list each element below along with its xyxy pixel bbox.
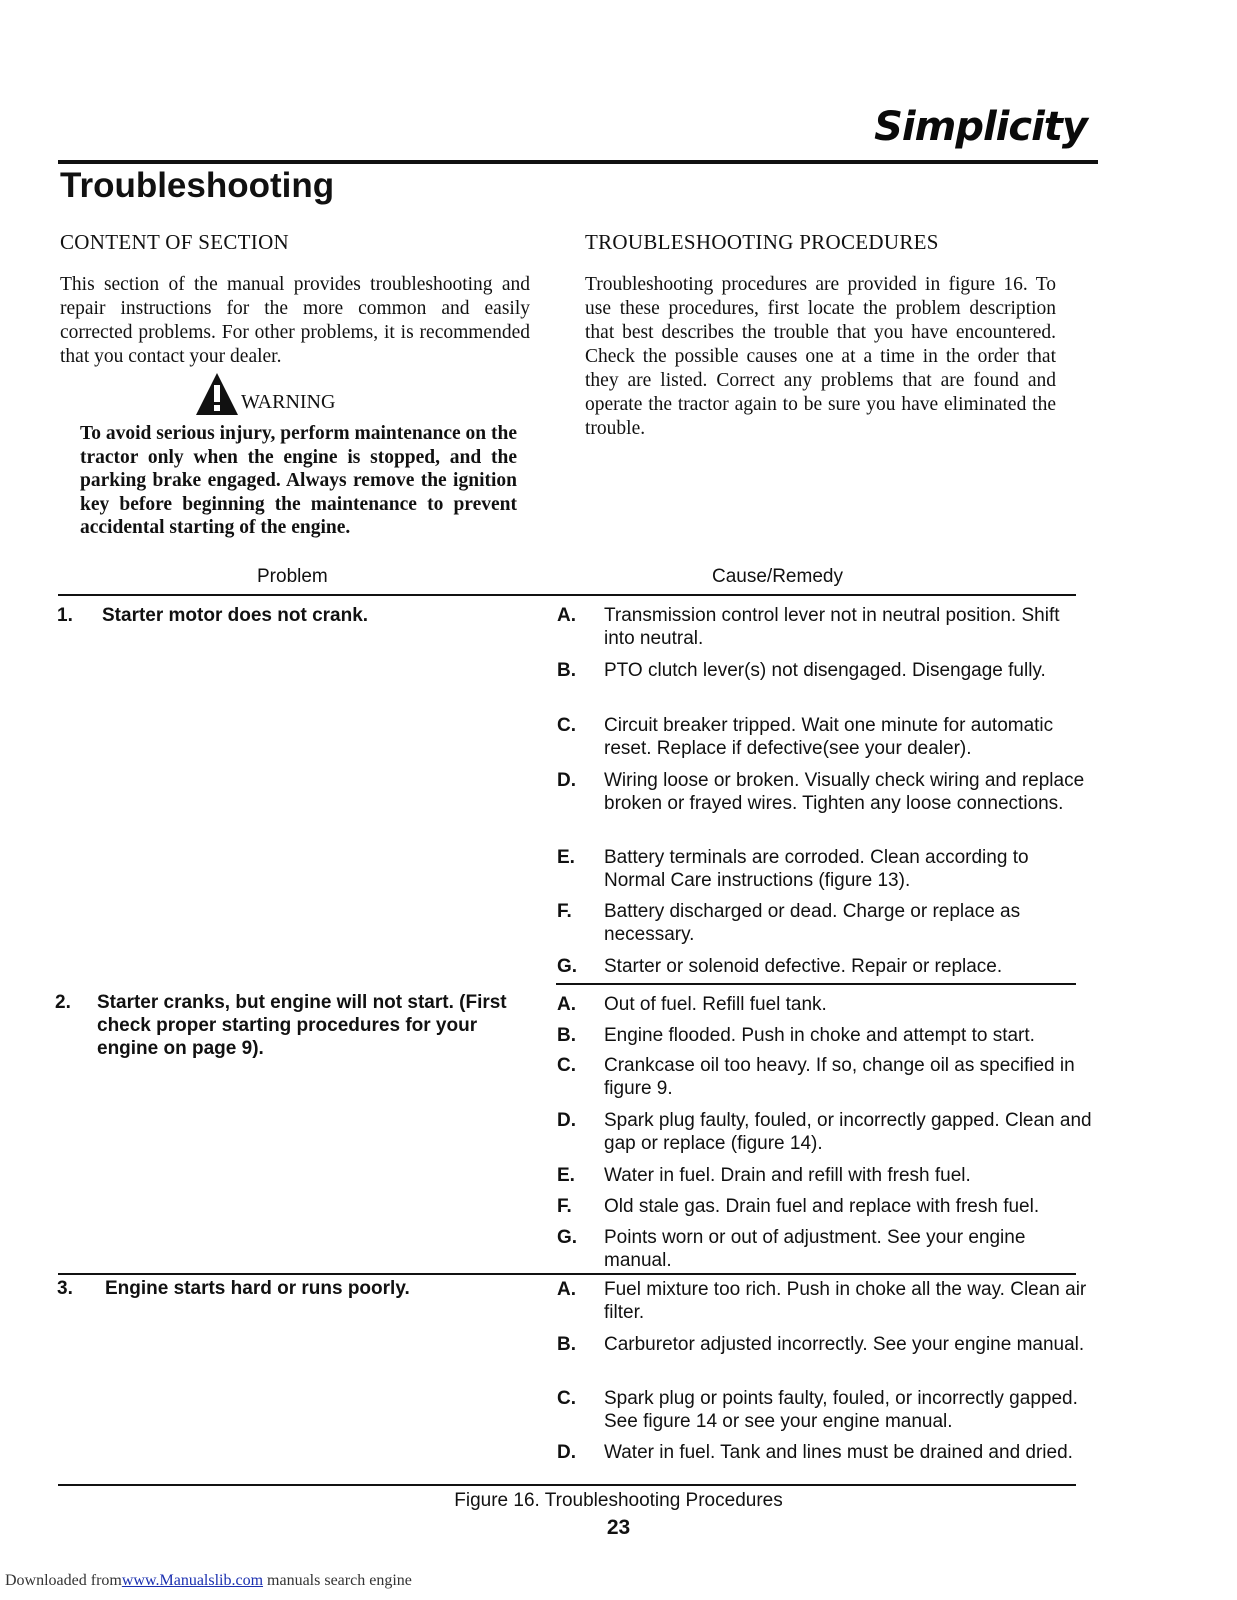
- procedures-body: Troubleshooting procedures are provided in figure 16. To use these procedures, first locate the problem description that best describes the trouble that you have encountered. Check the possible causes one at a time in the order that they are listed. Correct any problems that are found and operate the tractor again to be sure you have eliminated the trouble.: [585, 274, 1056, 439]
- cause-letter: F.: [557, 1196, 572, 1217]
- column-header-cause: Cause/Remedy: [712, 566, 843, 587]
- warning-triangle-icon: [195, 372, 239, 416]
- warning-header: [195, 372, 517, 416]
- problem-number: 3.: [57, 1278, 73, 1299]
- cause-letter: B.: [557, 1025, 576, 1046]
- footer-prefix: Downloaded from: [5, 1572, 122, 1589]
- row-divider: [58, 1273, 1076, 1275]
- cause-text: Wiring loose or broken. Visually check wiring and replace broken or frayed wires. Tighten any loose connections.: [604, 770, 1085, 814]
- cause-letter: E.: [557, 847, 575, 868]
- page-number: 23: [606, 1516, 631, 1539]
- content-section: [60, 230, 530, 369]
- problem-number: 2.: [55, 992, 71, 1013]
- cause-letter: C.: [557, 715, 576, 736]
- cause-text: Out of fuel. Refill fuel tank.: [604, 994, 827, 1015]
- row-divider: [556, 983, 1076, 985]
- cause-text: Battery terminals are corroded. Clean according to Normal Care instructions (figure 13).: [604, 847, 1029, 891]
- procedures-section: [585, 230, 1056, 441]
- cause-letter: A.: [557, 994, 576, 1015]
- cause-letter: D.: [557, 770, 576, 791]
- cause-text: Engine flooded. Push in choke and attempt to start.: [604, 1025, 1035, 1046]
- cause-text: Old stale gas. Drain fuel and replace with fresh fuel.: [604, 1196, 1040, 1217]
- column-header-problem: Problem: [257, 566, 328, 587]
- cause-letter: G.: [557, 1227, 578, 1248]
- cause-letter: D.: [557, 1110, 576, 1131]
- footer-suffix: manuals search engine: [263, 1572, 412, 1589]
- warning-label: WARNING: [241, 391, 336, 413]
- cause-letter: B.: [557, 1334, 576, 1355]
- cause-text: Spark plug or points faulty, fouled, or incorrectly gapped. See figure 14 or see your engine manual.: [604, 1388, 1078, 1432]
- cause-text: Transmission control lever not in neutral position. Shift into neutral.: [604, 605, 1060, 649]
- figure-caption: Figure 16. Troubleshooting Procedures: [454, 1490, 783, 1511]
- cause-letter: C.: [557, 1388, 576, 1409]
- cause-text: Spark plug faulty, fouled, or incorrectly gapped. Clean and gap or replace (figure 14).: [604, 1110, 1092, 1154]
- cause-text: PTO clutch lever(s) not disengaged. Disengage fully.: [604, 660, 1046, 681]
- cause-letter: E.: [557, 1165, 575, 1186]
- table-bottom-rule: [58, 1484, 1076, 1486]
- brand-logo: Simplicity: [874, 104, 1087, 150]
- cause-text: Starter or solenoid defective. Repair or replace.: [604, 956, 1003, 977]
- warning-box: [80, 372, 517, 540]
- problem-text: Engine starts hard or runs poorly.: [105, 1278, 410, 1299]
- problem-number: 1.: [57, 605, 73, 626]
- content-section-body: This section of the manual provides troubleshooting and repair instructions for the more common and easily corrected problems. For other problems, it is recommended that you contact your dealer.: [60, 274, 530, 367]
- cause-letter: A.: [557, 605, 576, 626]
- procedures-heading: TROUBLESHOOTING PROCEDURES: [585, 230, 939, 254]
- table-header-rule: [58, 594, 1076, 596]
- cause-text: Points worn or out of adjustment. See your engine manual.: [604, 1227, 1026, 1271]
- header-rule: [58, 160, 1098, 164]
- cause-letter: F.: [557, 901, 572, 922]
- problem-text: Starter cranks, but engine will not start. (First check proper starting procedures for your engine on page 9).: [97, 992, 507, 1059]
- cause-letter: A.: [557, 1279, 576, 1300]
- cause-text: Battery discharged or dead. Charge or replace as necessary.: [604, 901, 1021, 945]
- cause-text: Carburetor adjusted incorrectly. See your engine manual.: [604, 1334, 1085, 1355]
- cause-text: Water in fuel. Drain and refill with fresh fuel.: [604, 1165, 971, 1186]
- cause-text: Crankcase oil too heavy. If so, change oil as specified in figure 9.: [604, 1055, 1075, 1099]
- cause-text: Circuit breaker tripped. Wait one minute for automatic reset. Replace if defective(see your dealer).: [604, 715, 1054, 759]
- cause-text: Water in fuel. Tank and lines must be drained and dried.: [604, 1442, 1073, 1463]
- content-section-heading: CONTENT OF SECTION: [60, 230, 290, 254]
- problem-text: Starter motor does not crank.: [102, 605, 369, 626]
- cause-letter: D.: [557, 1442, 576, 1463]
- cause-letter: G.: [557, 956, 578, 977]
- warning-body: To avoid serious injury, perform maintenance on the tractor only when the engine is stopped, and the parking brake engaged. Always remove the ignition key before beginning the maintenance to prevent accidental starting of the engine.: [80, 423, 517, 538]
- download-footer: [5, 1572, 412, 1590]
- manualslib-link[interactable]: www.Manualslib.com: [121, 1572, 264, 1589]
- cause-text: Fuel mixture too rich. Push in choke all the way. Clean air filter.: [604, 1279, 1087, 1323]
- page-title: Troubleshooting: [60, 166, 335, 205]
- cause-letter: C.: [557, 1055, 576, 1076]
- cause-letter: B.: [557, 660, 576, 681]
